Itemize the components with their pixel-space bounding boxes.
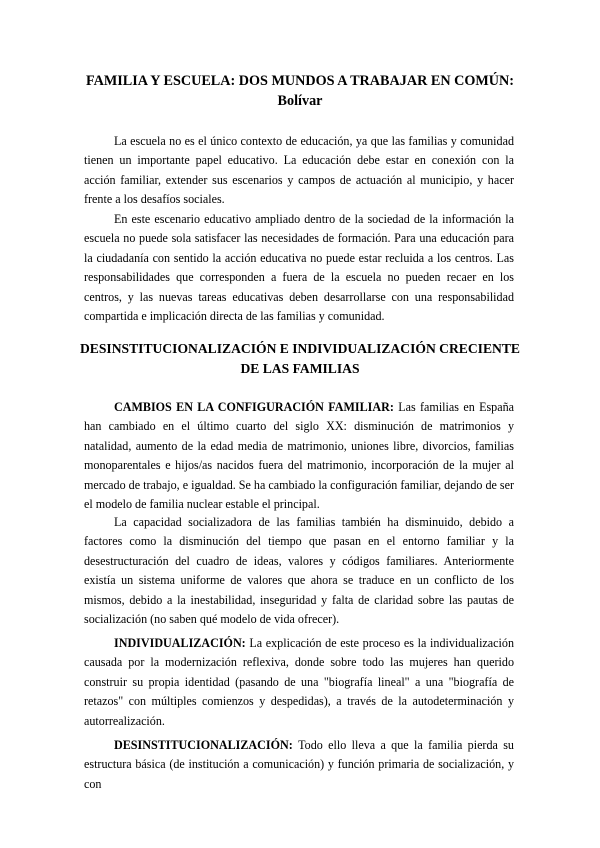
paragraph-text: La explicación de este proceso es la individualización causada por la modernización reflexiva, donde sobre todo las mujeres han querido construir su propia identidad (pasando de una "biografía lineal" a una "biografía de retazos" con múltiples comienzos y despedidas), a través de la autodeterminación y autorrealización. bbox=[84, 636, 514, 728]
section-paragraph-cambios bbox=[84, 398, 514, 514]
paragraph-text: En este escenario educativo ampliado dentro de la sociedad de la información la escuela no puede sola satisfacer las necesidades de formación. Para una educación para la ciudadanía con sentido la acción educativa no puede estar recluida a los centros. Las responsabilidades que corresponden a fuera de la escuela no pueden recaer en los centros, y las nuevas tareas educativas deben desarrollarse con una responsabilidad compartida e implicación directa de las familias y comunidad. bbox=[84, 212, 514, 324]
paragraph-text: La escuela no es el único contexto de educación, ya que las familias y comunidad tienen un importante papel educativo. La educación debe estar en conexión con la acción familiar, extender sus escenarios y campos de actuación al municipio, y hacer frente a los desafíos sociales. bbox=[84, 134, 514, 207]
paragraph-text: La capacidad socializadora de las familias también ha disminuido, debido a factores como la disminución del tiempo que pasan en el entorno familiar y la desestructuración del cuadro de ideas, valores y códigos familiares. Anteriormente existía un sistema uniforme de valores que ahora se traduce en un conflicto de los mismos, debido a la inestabilidad, inseguridad y falta de claridad sobre las pautas de socialización (no saben qué modelo de vida ofrecer). bbox=[84, 515, 514, 627]
paragraph-lead: DESINSTITUCIONALIZACIÓN: bbox=[114, 738, 299, 752]
document-title: FAMILIA Y ESCUELA: DOS MUNDOS A TRABAJAR EN COMÚN: bbox=[85, 73, 515, 89]
section-paragraph-socializacion bbox=[84, 513, 514, 629]
paragraph-lead: CAMBIOS EN LA CONFIGURACIÓN FAMILIAR: bbox=[114, 400, 399, 414]
paragraph-lead: INDIVIDUALIZACIÓN: bbox=[114, 636, 250, 650]
paragraph-text: Todo ello lleva a que la familia pierda su estructura básica (de institución a comunicación) y función primaria de socialización, y con bbox=[84, 738, 514, 791]
intro-paragraph-1 bbox=[84, 132, 514, 210]
section-heading: DESINSTITUCIONALIZACIÓN E INDIVIDUALIZACIÓN CRECIENTE DE LAS FAMILIAS bbox=[79, 341, 520, 376]
intro-paragraph-2 bbox=[84, 210, 514, 326]
section-paragraph-desinstitucionalizacion bbox=[84, 736, 514, 794]
document-subtitle: Bolívar bbox=[277, 93, 323, 109]
paragraph-text: Las familias en España han cambiado en el último cuarto del siglo XX: disminución de matrimonios y natalidad, aumento de la edad media de matrimonio, uniones libre, divorcios, familias monoparentales e hijos/as nacidos fuera del matrimonio, incorporación de la mujer al mercado de trabajo, e igualdad. Se ha cambiado la configuración familiar, dejando de ser el modelo de familia nuclear estable el principal. bbox=[84, 400, 515, 512]
section-paragraph-individualizacion bbox=[84, 634, 514, 731]
